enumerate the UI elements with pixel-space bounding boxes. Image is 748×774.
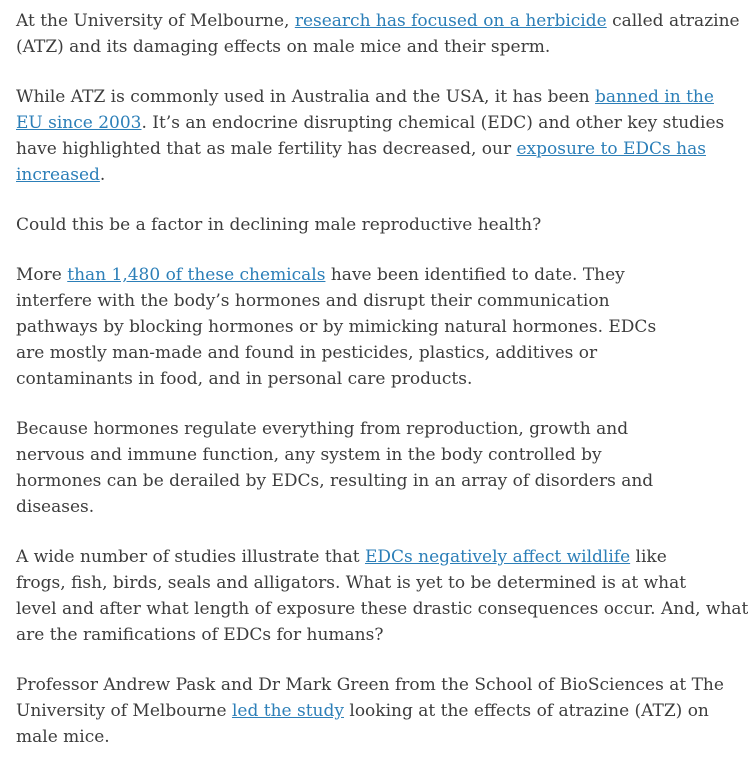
text-segment: diseases. (16, 497, 95, 517)
text-segment: like (630, 547, 667, 567)
text-segment: have been identified to date. They (325, 265, 625, 285)
article-paragraph (16, 84, 725, 188)
text-segment: are the ramifications of EDCs for humans? (16, 625, 384, 645)
text-line (16, 136, 716, 162)
text-line (16, 442, 716, 468)
text-segment: At the University of Melbourne, (16, 11, 295, 31)
text-line (16, 622, 716, 648)
article-paragraph (16, 672, 724, 750)
inline-link[interactable]: banned in the (595, 87, 714, 107)
text-segment: level and after what length of exposure these drastic consequences occur. And, what (16, 599, 748, 619)
inline-link[interactable]: EU since 2003 (16, 113, 142, 133)
text-line (16, 672, 724, 698)
text-line (16, 110, 725, 136)
text-line (16, 84, 716, 110)
text-line (16, 314, 716, 340)
text-line (16, 212, 716, 238)
text-segment: (ATZ) and its damaging effects on male mice and their sperm. (16, 37, 551, 57)
article-paragraph (16, 416, 716, 520)
text-segment: pathways by blocking hormones or by mimicking natural hormones. EDCs (16, 317, 657, 337)
text-segment: are mostly man-made and found in pesticides, plastics, additives or (16, 343, 598, 363)
text-segment: More (16, 265, 68, 285)
text-line (16, 262, 716, 288)
inline-link[interactable]: exposure to EDCs has (516, 139, 706, 159)
text-line (16, 8, 740, 34)
text-line (16, 570, 716, 596)
text-segment: A wide number of studies illustrate that (16, 547, 365, 567)
text-segment: . It’s an endocrine disrupting chemical (EDC) and other key studies (141, 113, 725, 133)
text-line (16, 162, 716, 188)
text-segment: looking at the effects of atrazine (ATZ) on (343, 701, 709, 721)
text-segment: hormones can be derailed by EDCs, resulting in an array of disorders and (16, 471, 654, 491)
text-segment: frogs, fish, birds, seals and alligators. What is yet to be determined is at what (16, 573, 687, 593)
text-line (16, 494, 716, 520)
inline-link[interactable]: research has focused on a herbicide (294, 11, 607, 31)
text-line (16, 468, 716, 494)
text-line (16, 416, 716, 442)
text-segment: contaminants in food, and in personal care products. (16, 369, 473, 389)
article-paragraph (16, 8, 740, 60)
text-line (16, 366, 716, 392)
text-segment: have highlighted that as male fertility has decreased, our (16, 139, 517, 159)
inline-link[interactable]: increased (16, 165, 100, 185)
article-body (16, 8, 748, 774)
inline-link[interactable]: EDCs negatively affect wildlife (364, 547, 631, 567)
text-segment: University of Melbourne (16, 701, 232, 721)
text-line (16, 596, 748, 622)
text-segment: male mice. (16, 727, 110, 747)
article-paragraph (16, 212, 716, 238)
article-paragraph (16, 262, 716, 392)
text-line (16, 724, 716, 750)
text-segment: . (99, 165, 106, 185)
text-segment: nervous and immune function, any system in the body controlled by (16, 445, 602, 465)
text-segment: called atrazine (606, 11, 740, 31)
text-line (16, 698, 716, 724)
text-line (16, 288, 716, 314)
text-line (16, 340, 716, 366)
article-paragraph (16, 544, 748, 648)
text-segment: Because hormones regulate everything from reproduction, growth and (16, 419, 629, 439)
text-line (16, 34, 716, 60)
text-segment: Professor Andrew Pask and Dr Mark Green from the School of BioSciences at The (16, 675, 724, 695)
inline-link[interactable]: than 1,480 of these chemicals (67, 265, 326, 285)
text-segment: Could this be a factor in declining male reproductive health? (16, 215, 542, 235)
text-segment: While ATZ is commonly used in Australia and the USA, it has been (16, 87, 596, 107)
text-segment: interfere with the body’s hormones and disrupt their communication (16, 291, 610, 311)
inline-link[interactable]: led the study (231, 701, 344, 721)
text-line (16, 544, 716, 570)
